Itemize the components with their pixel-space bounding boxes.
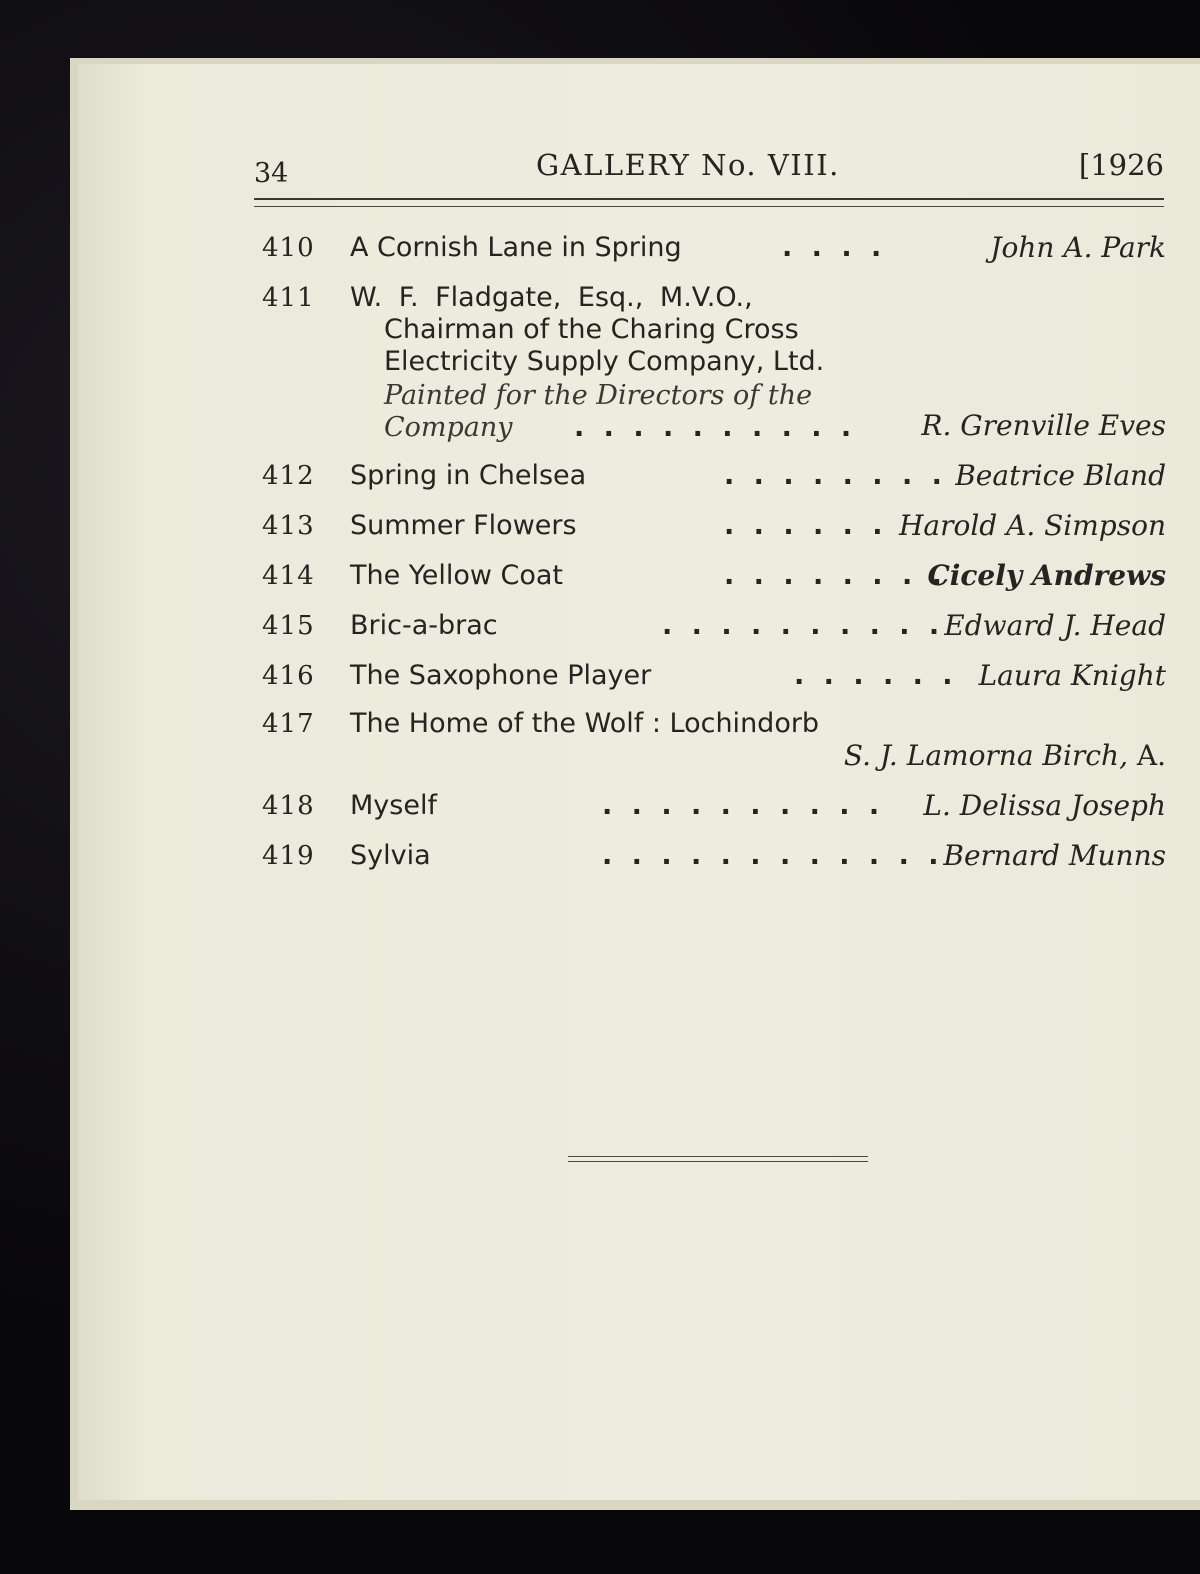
entry-artist: Beatrice Bland bbox=[955, 459, 1166, 492]
entry-artist: L. Delissa Joseph bbox=[923, 789, 1166, 822]
list-item bbox=[262, 282, 1166, 452]
entry-note: Company bbox=[384, 412, 513, 443]
entry-title: Sylvia bbox=[350, 840, 431, 871]
list-item bbox=[262, 510, 1166, 550]
list-item bbox=[262, 610, 1166, 650]
entry-artist: Edward J. Head bbox=[944, 609, 1166, 642]
entry-number: 416 bbox=[262, 661, 315, 691]
entry-artist: R. Grenville Eves bbox=[921, 409, 1166, 442]
entry-title-line: Electricity Supply Company, Ltd. bbox=[384, 346, 825, 377]
list-item bbox=[262, 660, 1166, 700]
entry-artist: John A. Park bbox=[990, 231, 1166, 264]
list-item bbox=[262, 840, 1166, 880]
entry-title: Summer Flowers bbox=[350, 510, 577, 541]
gallery-title: GALLERY No. VIII. bbox=[536, 148, 840, 182]
entry-artist: Bernard Munns bbox=[943, 839, 1166, 872]
leader-dots: . . . . . . bbox=[794, 660, 958, 691]
entry-number: 419 bbox=[262, 841, 315, 871]
entry-title: The Saxophone Player bbox=[350, 660, 652, 691]
header-rule bbox=[254, 198, 1164, 207]
entry-artist bbox=[844, 740, 1166, 772]
entry-title: Bric-a-brac bbox=[350, 610, 498, 641]
entry-artist: Laura Knight bbox=[978, 659, 1166, 692]
entry-title: The Yellow Coat bbox=[350, 560, 564, 591]
page-header bbox=[254, 148, 1164, 198]
entry-artist: Cicely Andrews bbox=[927, 559, 1166, 592]
entry-number: 413 bbox=[262, 511, 315, 541]
entry-artist: Harold A. Simpson bbox=[898, 509, 1166, 542]
entry-number: 415 bbox=[262, 611, 315, 641]
list-item bbox=[262, 560, 1166, 600]
entry-number: 418 bbox=[262, 791, 315, 821]
list-item bbox=[262, 790, 1166, 830]
list-item bbox=[262, 460, 1166, 500]
closing-rule bbox=[568, 1156, 868, 1162]
list-item bbox=[262, 232, 1166, 272]
entry-artist-suffix: A. bbox=[1136, 739, 1166, 772]
leader-dots: . . . . . . . . . . bbox=[662, 610, 945, 641]
entry-number: 412 bbox=[262, 461, 315, 491]
list-item bbox=[262, 708, 1166, 780]
entry-title: W. F. Fladgate, Esq., M.V.O., bbox=[350, 282, 753, 313]
page-number: 34 bbox=[254, 158, 289, 189]
leader-dots: . . . . . . . . . . bbox=[602, 790, 885, 821]
leader-dots: . . . . . . . . bbox=[724, 460, 947, 491]
entry-number: 414 bbox=[262, 561, 315, 591]
catalogue-page bbox=[78, 64, 1200, 1500]
entry-title-line: Chairman of the Charing Cross bbox=[384, 314, 799, 345]
leader-dots: . . . . bbox=[782, 232, 887, 263]
entry-title: A Cornish Lane in Spring bbox=[350, 232, 682, 263]
leader-dots: . . . . . . . . . . bbox=[574, 412, 857, 443]
leader-dots: . . . . . . . . bbox=[724, 560, 947, 591]
entry-number: 411 bbox=[262, 283, 315, 313]
leader-dots: . . . . . . . . . . . . bbox=[602, 840, 944, 871]
entry-artist-name: S. J. Lamorna Birch, bbox=[843, 739, 1128, 772]
leader-dots: . . . . . . bbox=[724, 510, 888, 541]
entry-number: 417 bbox=[262, 709, 315, 739]
year: [1926 bbox=[1078, 148, 1164, 182]
entry-title: The Home of the Wolf : Lochindorb bbox=[350, 708, 820, 739]
entry-number: 410 bbox=[262, 233, 315, 263]
entry-title: Spring in Chelsea bbox=[350, 460, 587, 491]
entry-note: Painted for the Directors of the bbox=[384, 380, 813, 411]
entry-title: Myself bbox=[350, 790, 437, 821]
